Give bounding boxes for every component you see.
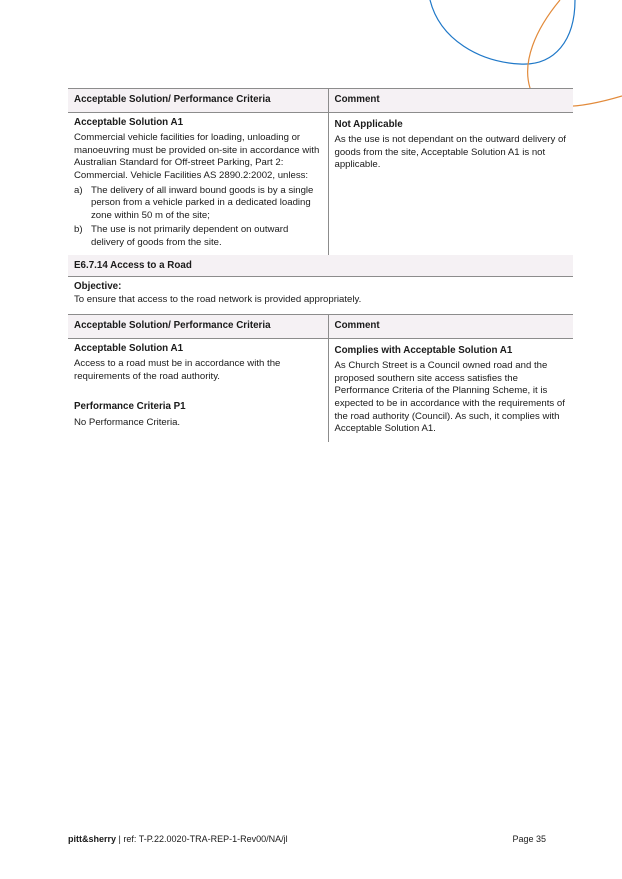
- criteria-text: Access to a road must be in accordance with the requirements of the road authority.: [74, 358, 281, 382]
- brand-name: pitt&sherry: [68, 834, 117, 844]
- criteria-cell: [68, 338, 328, 442]
- column-header-comment: Comment: [328, 315, 573, 339]
- objective-label: Objective:: [74, 281, 122, 292]
- list-item: a) The delivery of all inward bound goods is by a single person from a vehicle parked in a dedicated loading zone within 50 m of the site;: [74, 184, 314, 221]
- page-footer: [68, 833, 546, 846]
- comment-text: As Church Street is a Council owned road and the proposed southern site access satisfies the Performance Criteria of the Planning Scheme, it is expected to be in accordance with the requirements of the road authority (Council). As such, it complies with Acceptable Solution A1.: [334, 360, 565, 435]
- performance-criteria-text: No Performance Criteria.: [74, 416, 181, 428]
- criteria-table-road-access: [68, 314, 573, 442]
- list-item: b) The use is not primarily dependent on outward delivery of goods from the site.: [74, 224, 289, 248]
- comment-cell: [328, 338, 573, 442]
- criteria-table-loading: [68, 88, 573, 259]
- comment-cell: [328, 112, 573, 258]
- document-ref: | ref: T-P.22.0020-TRA-REP-1-Rev00/NA/jl: [116, 834, 288, 844]
- objective-text: To ensure that access to the road network is provided appropriately.: [74, 293, 362, 305]
- objective-block: [68, 281, 573, 306]
- blue-arc: [430, 0, 575, 64]
- section-title: E6.7.14 Access to a Road: [68, 255, 573, 277]
- criteria-title: Acceptable Solution A1: [74, 342, 184, 354]
- criteria-title: Acceptable Solution A1: [74, 116, 184, 128]
- column-header-criteria: Acceptable Solution/ Performance Criteria: [68, 89, 328, 113]
- comment-title: Not Applicable: [334, 118, 403, 130]
- column-header-comment: Comment: [328, 89, 573, 113]
- comment-title: Complies with Acceptable Solution A1: [334, 344, 513, 356]
- page-number: Page 35: [512, 834, 546, 844]
- criteria-cell: [68, 112, 328, 258]
- column-header-criteria: Acceptable Solution/ Performance Criteria: [68, 315, 328, 339]
- comment-text: As the use is not dependant on the outward delivery of goods from the site, Acceptable Solution A1 is not applicable.: [334, 134, 566, 171]
- footer-reference: [68, 833, 288, 846]
- criteria-text: Commercial vehicle facilities for loading, unloading or manoeuvring must be provided on-site in accordance with Australian Standard for Off-street Parking, Part 2: Commercial. Vehicle Facilities AS 2890.2:2002, unless:: [74, 132, 320, 181]
- performance-criteria-title: Performance Criteria P1: [74, 401, 186, 413]
- exception-list: [74, 185, 322, 250]
